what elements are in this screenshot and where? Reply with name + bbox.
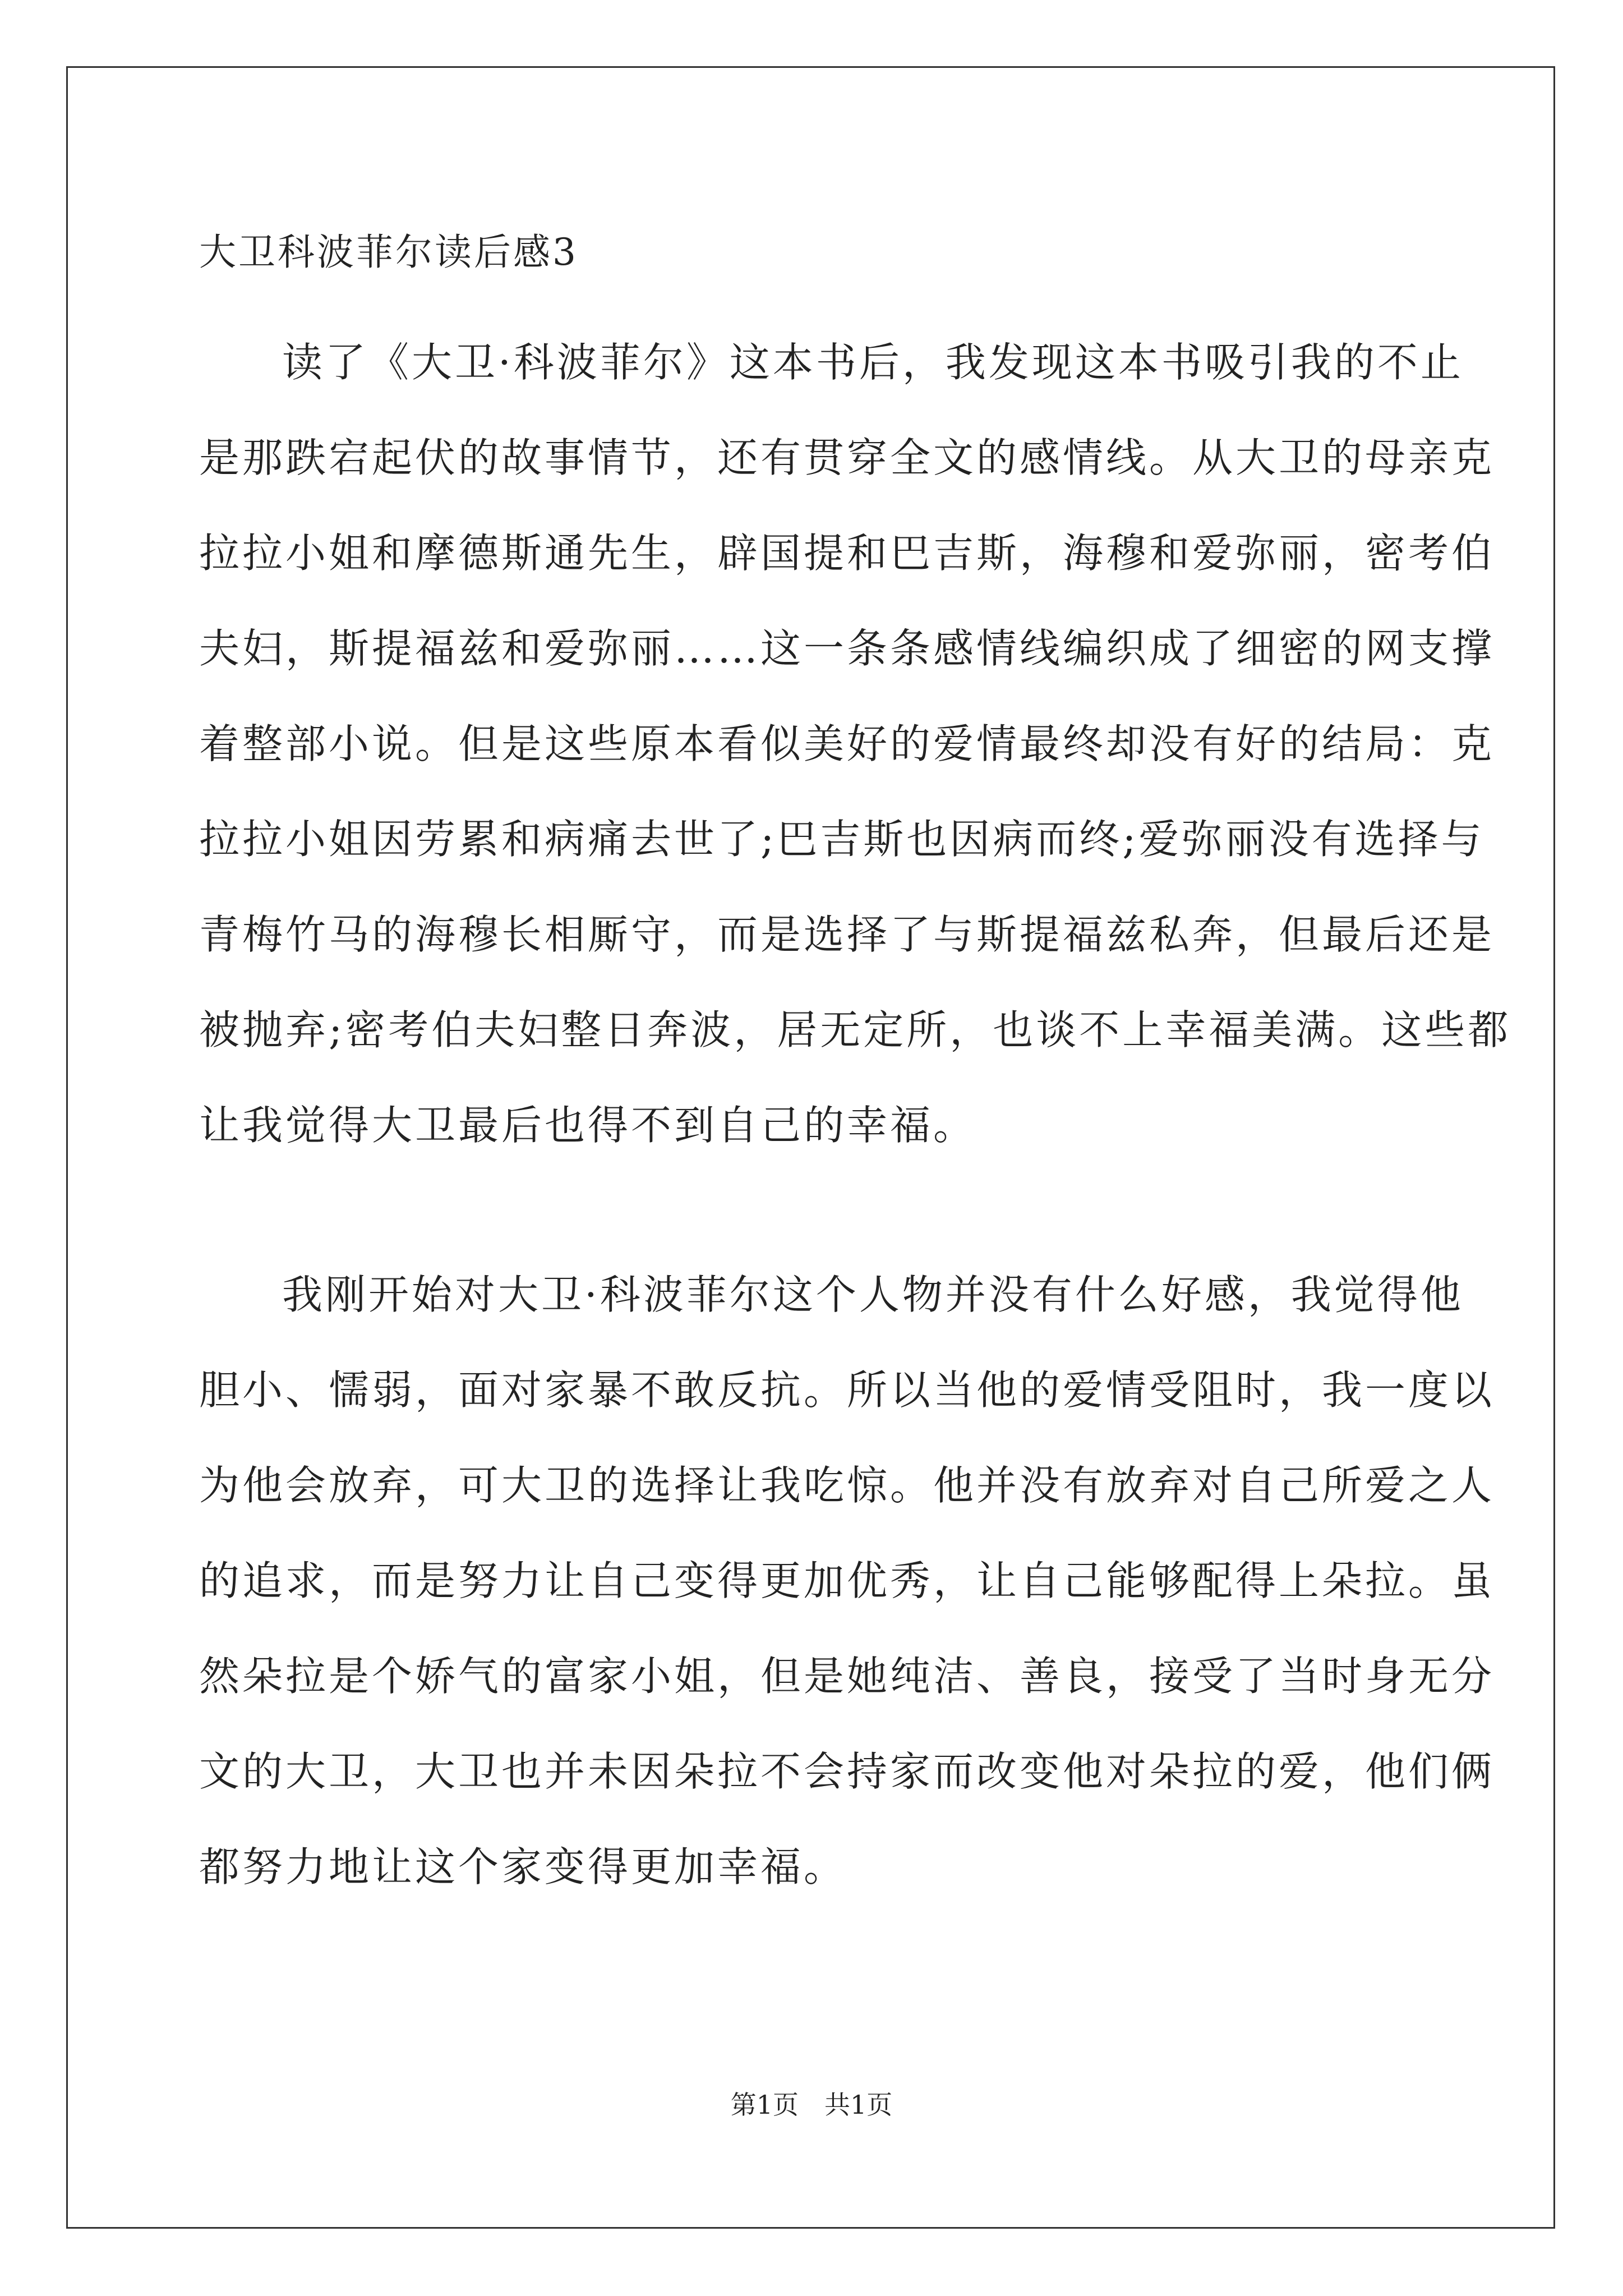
- document-title: 大卫科波菲尔读后感3: [199, 231, 578, 274]
- paragraph-line: 我刚开始对大卫·科波菲尔这个人物并没有什么好感，我觉得他: [282, 1271, 1464, 1318]
- paragraph-line: 拉拉小姐因劳累和病痛去世了;巴吉斯也因病而终;爱弥丽没有选择与: [199, 816, 1484, 863]
- paragraph-1: [199, 330, 1511, 1188]
- paragraph-2: [199, 1262, 1495, 1930]
- paragraph-line: 文的大卫，大卫也并未因朵拉不会持家而改变他对朵拉的爱，他们俩: [199, 1748, 1495, 1795]
- paragraph-line: 青梅竹马的海穆长相厮守，而是选择了与斯提福兹私奔，但最后还是: [199, 911, 1495, 958]
- paragraph-line: 胆小、懦弱，面对家暴不敢反抗。所以当他的爱情受阻时，我一度以: [199, 1366, 1495, 1414]
- paragraph-line: 的追求，而是努力让自己变得更加优秀，让自己能够配得上朵拉。虽: [199, 1557, 1495, 1604]
- paragraph-line: 夫妇，斯提福兹和爱弥丽……这一条条感情线编织成了细密的网支撑: [199, 625, 1495, 672]
- paragraph-line: 拉拉小姐和摩德斯通先生，辟国提和巴吉斯，海穆和爱弥丽，密考伯: [199, 530, 1495, 577]
- paragraph-line: 为他会放弃，可大卫的选择让我吃惊。他并没有放弃对自己所爱之人: [199, 1462, 1495, 1509]
- paragraph-line: 都努力地让这个家变得更加幸福。: [199, 1843, 847, 1890]
- paragraph-line: 然朵拉是个娇气的富家小姐，但是她纯洁、善良，接受了当时身无分: [199, 1653, 1495, 1700]
- paragraph-line: 被抛弃;密考伯夫妇整日奔波，居无定所，也谈不上幸福美满。这些都: [199, 1006, 1511, 1053]
- page-footer: 第1页 共1页: [730, 2090, 893, 2120]
- paragraph-line: 读了《大卫·科波菲尔》这本书后，我发现这本书吸引我的不止: [282, 339, 1464, 386]
- paragraph-line: 着整部小说。但是这些原本看似美好的爱情最终却没有好的结局：克: [199, 720, 1495, 767]
- paragraph-line: 让我觉得大卫最后也得不到自己的幸福。: [199, 1102, 977, 1149]
- paragraph-line: 是那跌宕起伏的故事情节，还有贯穿全文的感情线。从大卫的母亲克: [199, 434, 1495, 481]
